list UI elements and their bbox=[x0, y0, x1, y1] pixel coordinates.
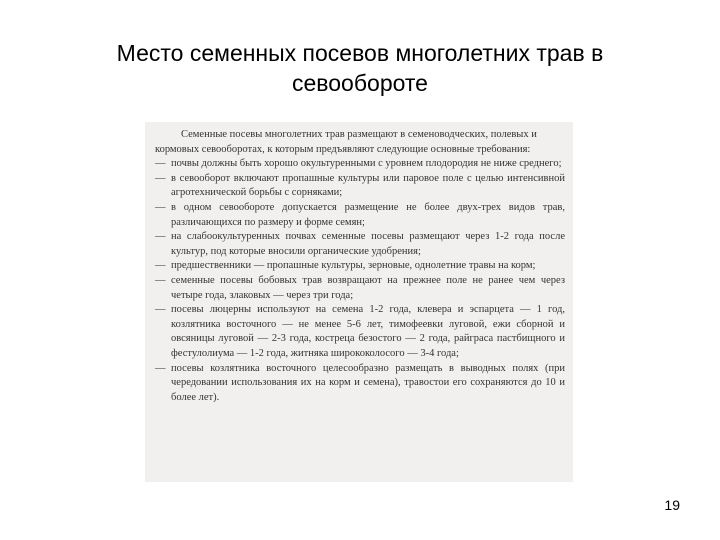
list-item: — семенные посевы бобовых трав возвращают на прежнее поле не ранее чем через четыре года, злаковых — через три года; bbox=[155, 274, 565, 303]
intro-paragraph: Семенные посевы многолетних трав размещают в семеноводческих, полевых и кормовых севооборотах, к которым предъявляют следующие основные требования: bbox=[155, 129, 537, 155]
requirements-list bbox=[155, 157, 565, 405]
list-item: — предшественники — пропашные культуры, зерновые, однолетние травы на корм; bbox=[155, 259, 565, 274]
scanned-text-image bbox=[145, 122, 573, 482]
slide-title bbox=[60, 38, 660, 98]
list-item: — посевы козлятника восточного целесообразно размещать в выводных полях (при чередовании использования их на корм и семена), травостои его сохраняются до 10 и более лет). bbox=[155, 362, 565, 406]
slide-title-line-1: Место семенных посевов многолетних трав в bbox=[116, 40, 604, 66]
list-item: — в одном севообороте допускается размещение не более двух-трех видов трав, различающихся по размеру и форме семян; bbox=[155, 201, 565, 230]
list-item: — на слабоокультуренных почвах семенные посевы размещают через 1-2 года после культур, под которые вносили органические удобрения; bbox=[155, 230, 565, 259]
list-item: — посевы люцерны используют на семена 1-2 года, клевера и эспарцета — 1 год, козлятника восточного — не менее 5-6 лет, тимофеевки луговой, ежи сборной и овсяницы луговой — 2-3 года, костреца безостого — 2 года, райграса пастбищного и фестулолиума — 1-2 года, житняка ширококолосого — 3-4 года; bbox=[155, 303, 565, 361]
list-item: — почвы должны быть хорошо окультуренными с уровнем плодородия не ниже среднего; bbox=[155, 157, 565, 172]
page-number: 19 bbox=[664, 497, 680, 513]
list-item: — в севооборот включают пропашные культуры или паровое поле с целью интенсивной агротехнической борьбы с сорняками; bbox=[155, 172, 565, 201]
slide-title-line-2: севообороте bbox=[292, 70, 428, 96]
